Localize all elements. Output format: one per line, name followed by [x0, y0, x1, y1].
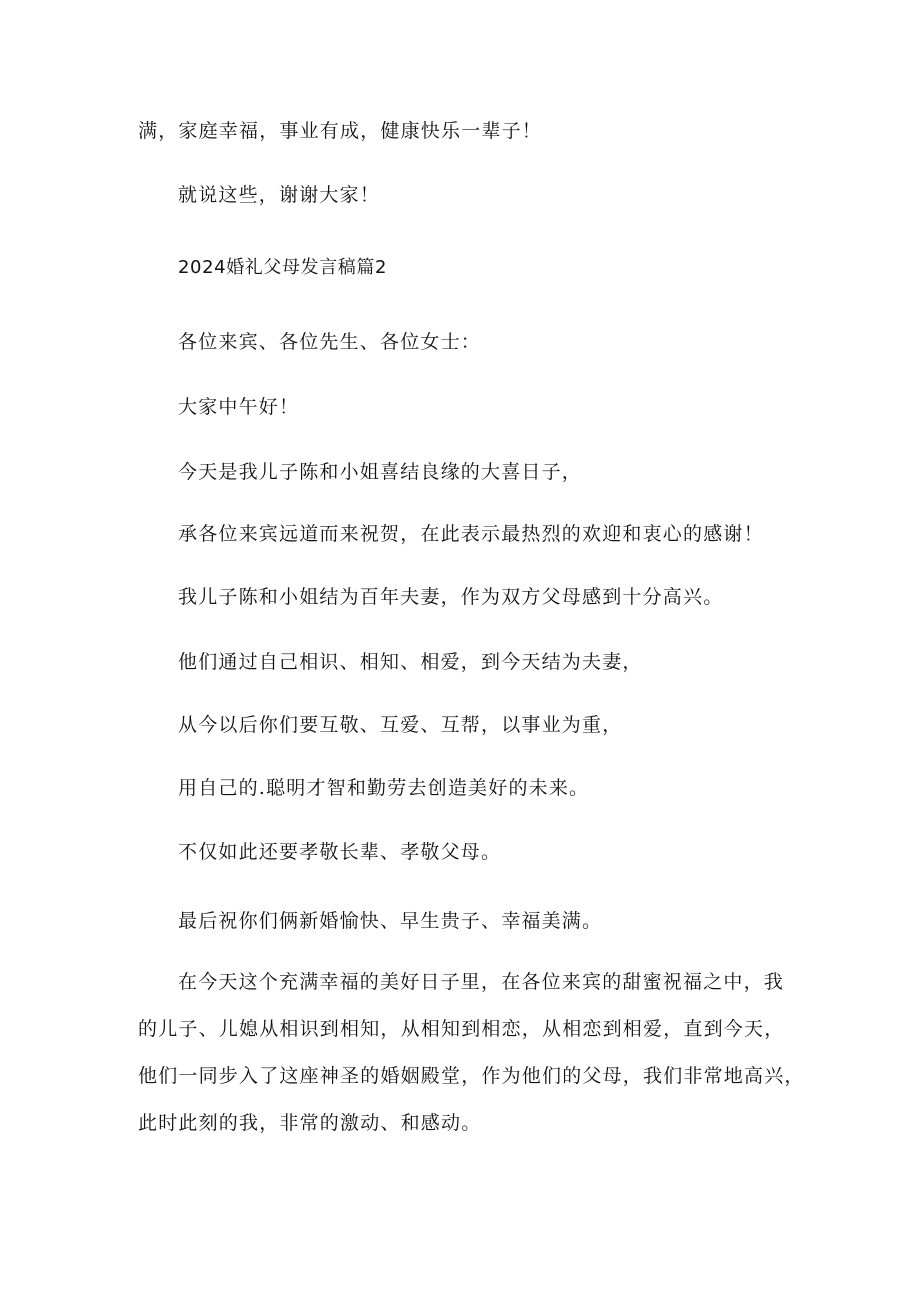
text-line: 不仅如此还要孝敬长辈、孝敬父母。 — [178, 841, 502, 863]
text-line: 用自己的.聪明才智和勤劳去创造美好的未来。 — [178, 777, 590, 799]
text-line: 满，家庭幸福，事业有成，健康快乐一辈子！ — [138, 120, 543, 142]
text-line: 各位来宾、各位先生、各位女士： — [178, 331, 482, 353]
text-line: 今天是我儿子陈和小姐喜结良缘的大喜日子， — [178, 461, 583, 483]
section-heading: 2024婚礼父母发言稿篇2 — [178, 257, 388, 278]
text-line: 从今以后你们要互敬、互爱、互帮，以事业为重， — [178, 714, 623, 736]
text-line: 承各位来宾远道而来祝贺，在此表示最热烈的欢迎和衷心的感谢！ — [178, 523, 764, 545]
text-line: 此时此刻的我，非常的激动、和感动。 — [138, 1112, 482, 1134]
text-line: 大家中午好！ — [178, 396, 300, 418]
text-line: 他们通过自己相识、相知、相爱，到今天结为夫妻， — [178, 651, 643, 673]
text-line: 他们一同步入了这座神圣的婚姻殿堂，作为他们的父母，我们非常地高兴， — [138, 1065, 805, 1087]
text-line: 最后祝你们俩新婚愉快、早生贵子、幸福美满。 — [178, 910, 603, 932]
text-line: 的儿子、儿媳从相识到相知，从相知到相恋，从相恋到相爱，直到今天， — [138, 1018, 785, 1040]
text-line: 我儿子陈和小姐结为百年夫妻，作为双方父母感到十分高兴。 — [178, 586, 724, 608]
text-line: 在今天这个充满幸福的美好日子里，在各位来宾的甜蜜祝福之中，我 — [178, 971, 785, 993]
text-line: 就说这些，谢谢大家！ — [178, 184, 381, 206]
